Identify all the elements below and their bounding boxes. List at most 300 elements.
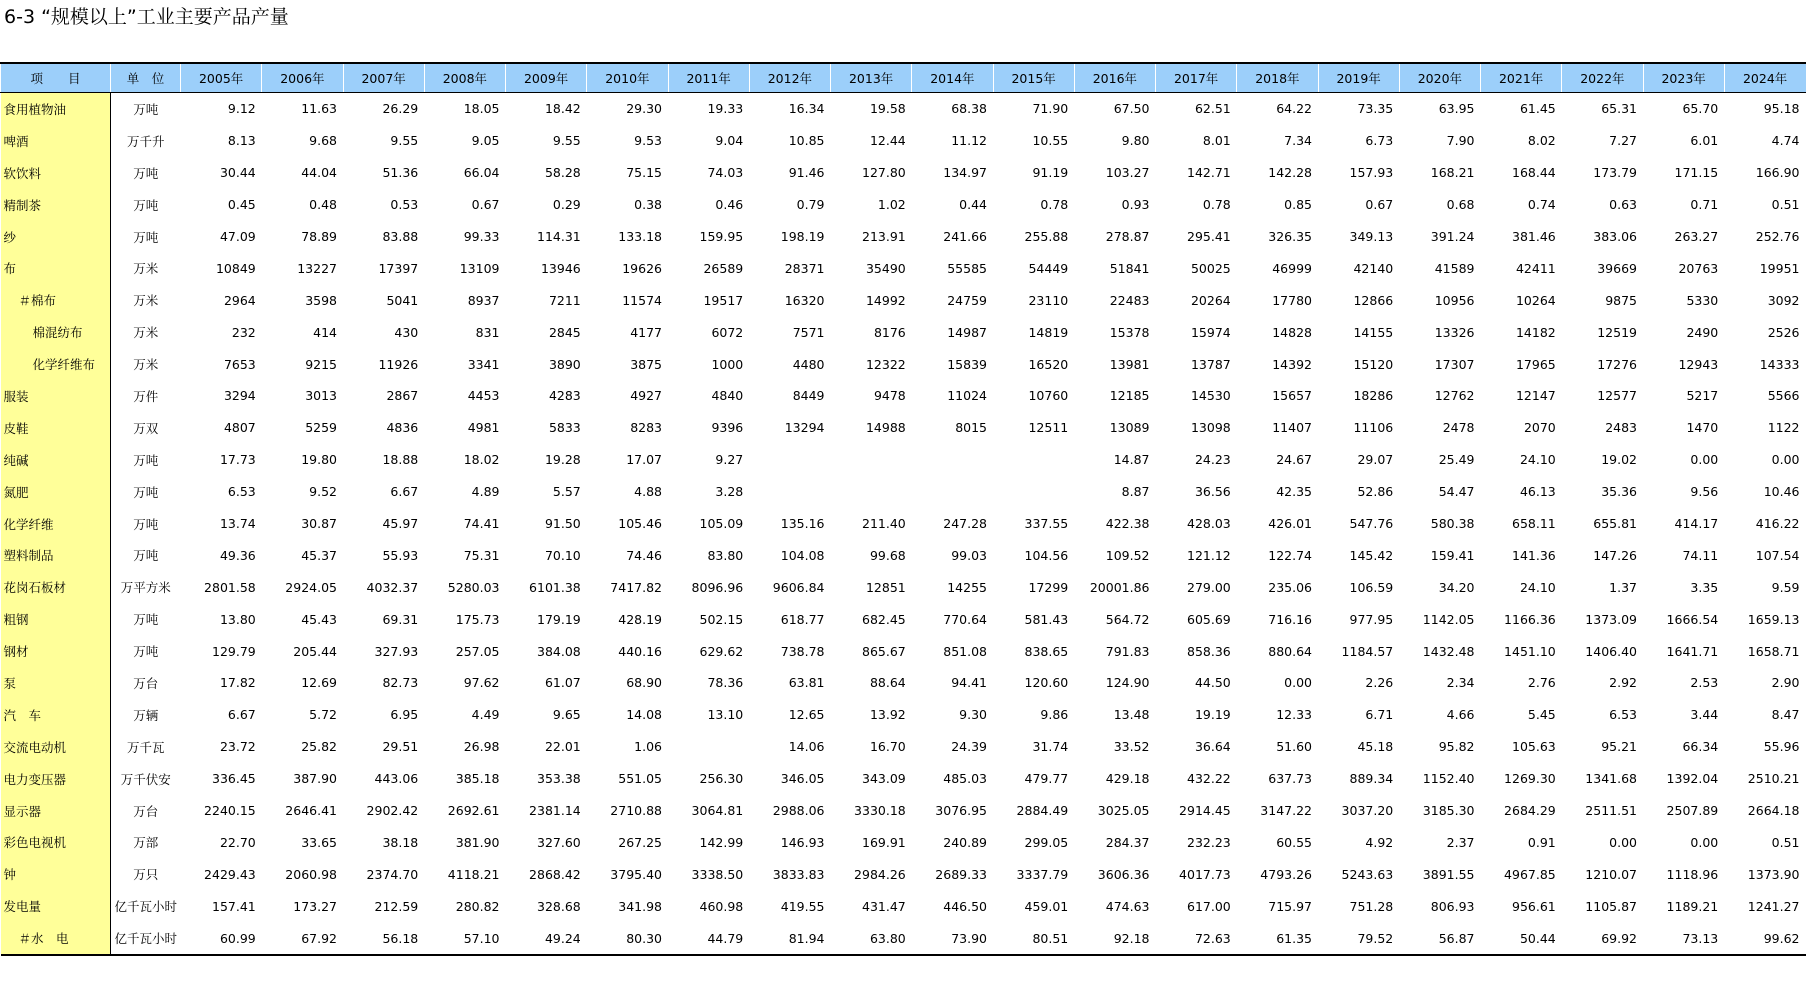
table-cell: 446.50 <box>943 898 987 914</box>
table-cell: 42140 <box>1353 260 1394 276</box>
table-cell: 175.73 <box>455 611 500 627</box>
table-cell: 99.68 <box>869 547 906 563</box>
table-cell: 104.56 <box>1024 547 1069 563</box>
table-cell: 142.71 <box>1187 165 1231 181</box>
table-cell: 4.66 <box>1446 707 1475 723</box>
table-cell: 8283 <box>630 420 662 436</box>
table-cell: 99.33 <box>463 229 500 244</box>
table-cell: 865.67 <box>862 643 906 659</box>
table-cell: 14.06 <box>788 739 825 755</box>
table-cell: 8.13 <box>227 133 256 149</box>
table-cell: 3294 <box>223 388 256 404</box>
table-cell: 68.38 <box>951 101 987 117</box>
table-cell: 346.05 <box>780 771 825 787</box>
table-cell: 133.18 <box>618 229 662 244</box>
table-cell: 0.67 <box>471 197 500 213</box>
table-cell: 14988 <box>865 420 906 436</box>
table-cell: 10849 <box>215 260 256 276</box>
table-cell: 142.28 <box>1268 165 1312 181</box>
table-cell: 977.95 <box>1349 611 1394 627</box>
table-cell: 6.95 <box>390 707 419 723</box>
table-cell: 6.73 <box>1365 133 1394 149</box>
table-cell: 7417.82 <box>610 579 662 595</box>
table-cell: 0.51 <box>1771 197 1800 213</box>
table-cell: 1451.10 <box>1504 643 1556 659</box>
table-cell: 28371 <box>784 260 825 276</box>
table-cell: 3606.36 <box>1097 866 1150 882</box>
row-item-name: 精制茶 <box>1 189 111 221</box>
header-year: 2016年 <box>1074 63 1155 93</box>
table-cell: 8.47 <box>1771 707 1800 723</box>
table-cell: 56.18 <box>343 922 424 955</box>
table-cell: 58.28 <box>544 165 581 181</box>
table-cell: 70.10 <box>544 547 581 563</box>
table-cell: 0.51 <box>1771 834 1800 850</box>
table-cell: 2507.89 <box>1666 803 1719 819</box>
table-cell: 60.55 <box>1276 834 1312 850</box>
row-item-name: 花岗石板材 <box>1 571 111 603</box>
table-cell: 0.00 <box>1690 452 1719 468</box>
header-year: 2019年 <box>1318 63 1399 93</box>
table-cell: 80.51 <box>993 922 1074 955</box>
table-cell: 157.93 <box>1349 165 1394 181</box>
table-cell: 88.64 <box>869 675 906 691</box>
table-cell: 124.90 <box>1105 675 1150 691</box>
row-unit: 亿千瓦小时 <box>111 922 181 955</box>
table-cell: 17.82 <box>219 675 256 691</box>
row-unit: 万吨 <box>133 197 159 213</box>
table-cell: 39669 <box>1597 260 1637 276</box>
table-cell: 9215 <box>305 356 337 372</box>
table-cell: 15839 <box>947 356 987 372</box>
table-cell: 326.35 <box>1268 229 1312 244</box>
table-cell: 15657 <box>1272 388 1312 404</box>
table-cell: 22.01 <box>544 739 581 755</box>
row-unit: 万台 <box>133 803 159 819</box>
table-cell: 54449 <box>1028 260 1069 276</box>
table-cell: 4927 <box>630 388 662 404</box>
table-cell: 232.23 <box>1187 834 1231 850</box>
table-cell: 2689.33 <box>935 866 987 882</box>
table-cell: 580.38 <box>1430 516 1475 532</box>
table-cell: 42.35 <box>1276 484 1312 500</box>
table-row <box>1 380 1806 412</box>
table-cell: 279.00 <box>1187 579 1231 595</box>
table-cell: 36.64 <box>1194 739 1231 755</box>
table-cell: 4807 <box>223 420 256 436</box>
table-cell: 44.50 <box>1194 675 1231 691</box>
table-cell <box>749 444 830 476</box>
table-cell: 474.63 <box>1105 898 1150 914</box>
table-cell: 157.41 <box>212 898 256 914</box>
row-unit: 万只 <box>133 867 159 883</box>
table-cell: 15974 <box>1190 324 1231 340</box>
table-cell: 5243.63 <box>1341 866 1394 882</box>
table-cell: 46999 <box>1272 260 1312 276</box>
header-year: 2014年 <box>912 63 993 93</box>
table-cell: 440.16 <box>618 643 662 659</box>
table-cell: 91.50 <box>544 516 581 532</box>
row-unit: 万米 <box>133 357 159 373</box>
table-cell: 299.05 <box>1024 834 1069 850</box>
table-cell: 336.45 <box>212 771 256 787</box>
table-cell: 69.31 <box>382 611 419 627</box>
table-cell: 1152.40 <box>1422 771 1475 787</box>
table-cell: 10.46 <box>1763 484 1800 500</box>
table-cell: 0.53 <box>390 197 419 213</box>
table-cell: 0.78 <box>1040 197 1069 213</box>
table-cell: 1666.54 <box>1666 611 1719 627</box>
table-cell: 50.44 <box>1481 922 1562 955</box>
table-cell: 3.44 <box>1690 707 1719 723</box>
table-cell: 284.37 <box>1105 834 1150 850</box>
row-unit: 万件 <box>133 388 159 404</box>
table-cell: 19.58 <box>869 101 906 117</box>
table-cell: 3341 <box>467 356 500 372</box>
row-item-name: 钢材 <box>1 635 111 667</box>
table-cell <box>912 444 993 476</box>
table-cell: 5280.03 <box>447 579 500 595</box>
table-header <box>1 63 1806 93</box>
table-cell: 95.21 <box>1601 739 1637 755</box>
table-cell: 19.80 <box>301 452 337 468</box>
table-cell: 858.36 <box>1187 643 1231 659</box>
table-row <box>1 667 1806 699</box>
row-item-name: 软饮料 <box>1 157 111 189</box>
table-cell: 17276 <box>1597 356 1637 372</box>
table-cell: 2.92 <box>1609 675 1637 691</box>
table-cell: 2381.14 <box>529 803 581 819</box>
table-cell: 3598 <box>305 292 337 308</box>
row-unit: 万米 <box>133 325 159 341</box>
table-cell: 74.41 <box>463 516 500 532</box>
row-unit: 万吨 <box>133 516 159 532</box>
table-cell: 4118.21 <box>447 866 500 882</box>
page-title: 6-3 “规模以上”工业主要产品产量 <box>4 6 289 28</box>
table-cell: 880.64 <box>1268 643 1312 659</box>
table-cell: 337.55 <box>1024 516 1069 532</box>
row-item-name: 皮鞋 <box>1 412 111 444</box>
table-cell: 13294 <box>784 420 825 436</box>
table-cell: 2710.88 <box>610 803 662 819</box>
table-cell: 75.15 <box>626 165 662 181</box>
table-cell: 1189.21 <box>1666 898 1719 914</box>
table-cell: 105.09 <box>699 516 744 532</box>
table-cell: 9.04 <box>715 133 744 149</box>
table-cell: 0.38 <box>634 197 662 213</box>
table-cell: 4.89 <box>471 484 500 500</box>
table-cell: 17299 <box>1028 579 1069 595</box>
table-cell: 120.60 <box>1024 675 1069 691</box>
table-cell: 13098 <box>1190 420 1231 436</box>
table-cell: 19951 <box>1759 260 1800 276</box>
table-row <box>1 795 1806 827</box>
table-cell: 99.03 <box>951 547 987 563</box>
table-row <box>1 699 1806 731</box>
table-cell: 14828 <box>1272 324 1312 340</box>
table-cell: 42411 <box>1515 260 1556 276</box>
row-item-name: ＃棉布 <box>1 284 111 316</box>
table-cell: 2478 <box>1442 420 1475 436</box>
table-cell: 169.91 <box>862 834 906 850</box>
table-cell: 7.90 <box>1446 133 1475 149</box>
row-item-name: ＃水 电 <box>1 922 111 955</box>
table-cell: 2526 <box>1767 324 1800 340</box>
table-cell: 485.03 <box>943 771 987 787</box>
table-row <box>1 603 1806 635</box>
table-cell: 9.59 <box>1771 579 1800 595</box>
row-unit: 万平方米 <box>120 580 171 596</box>
table-body <box>1 93 1806 956</box>
table-cell: 103.27 <box>1105 165 1150 181</box>
table-cell: 327.93 <box>374 643 419 659</box>
table-row <box>1 93 1806 125</box>
table-cell: 9.80 <box>1121 133 1150 149</box>
table-cell: 0.67 <box>1365 197 1394 213</box>
table-cell: 327.60 <box>537 834 581 850</box>
table-cell: 14.87 <box>1113 452 1150 468</box>
table-cell <box>831 444 912 476</box>
table-cell: 106.59 <box>1349 579 1394 595</box>
table-cell: 12.33 <box>1276 707 1312 723</box>
table-cell: 60.99 <box>181 922 262 955</box>
row-item-name: 纱 <box>1 221 111 253</box>
table-cell: 13.80 <box>219 611 256 627</box>
header-year: 2020年 <box>1399 63 1480 93</box>
table-cell <box>831 476 912 508</box>
table-cell: 278.87 <box>1105 229 1150 244</box>
row-unit: 万吨 <box>133 484 159 500</box>
row-item-name: 化学纤维 <box>1 508 111 540</box>
table-cell: 105.46 <box>618 516 662 532</box>
table-cell: 92.18 <box>1074 922 1155 955</box>
table-cell: 2914.45 <box>1179 803 1231 819</box>
table-cell: 45.18 <box>1357 739 1394 755</box>
table-cell: 50025 <box>1190 260 1231 276</box>
table-cell: 0.44 <box>959 197 987 213</box>
table-cell: 353.38 <box>537 771 581 787</box>
table-cell: 426.01 <box>1268 516 1312 532</box>
row-unit: 万吨 <box>133 229 159 245</box>
table-cell: 24.39 <box>951 739 987 755</box>
table-cell: 3064.81 <box>691 803 744 819</box>
table-cell: 18286 <box>1353 388 1394 404</box>
table-cell: 387.90 <box>293 771 337 787</box>
table-cell: 430 <box>394 324 419 340</box>
table-cell: 168.21 <box>1430 165 1475 181</box>
table-cell: 64.22 <box>1276 101 1312 117</box>
table-cell: 9.27 <box>715 452 744 468</box>
table-cell: 16.70 <box>869 739 906 755</box>
table-cell: 16.34 <box>788 101 825 117</box>
header-year: 2007年 <box>343 63 424 93</box>
header-year: 2013年 <box>831 63 912 93</box>
table-cell: 502.15 <box>699 611 744 627</box>
table-row <box>1 444 1806 476</box>
table-cell: 14255 <box>947 579 987 595</box>
table-cell: 13227 <box>297 260 337 276</box>
table-cell: 11.12 <box>951 133 987 149</box>
table-cell: 127.80 <box>862 165 906 181</box>
table-cell: 3.28 <box>715 484 744 500</box>
table-cell: 9.68 <box>309 133 337 149</box>
table-cell: 18.42 <box>544 101 581 117</box>
table-cell: 3337.79 <box>1016 866 1069 882</box>
table-cell: 14155 <box>1353 324 1394 340</box>
table-cell: 145.42 <box>1349 547 1394 563</box>
table-cell: 15378 <box>1109 324 1150 340</box>
table-cell: 328.68 <box>537 898 581 914</box>
production-table <box>0 62 1806 956</box>
table-cell: 770.64 <box>943 611 987 627</box>
table-cell: 26.98 <box>463 739 500 755</box>
table-cell: 479.77 <box>1024 771 1069 787</box>
table-cell: 4981 <box>467 420 500 436</box>
table-cell: 73.90 <box>912 922 993 955</box>
table-cell: 0.46 <box>715 197 744 213</box>
table-cell: 91.46 <box>788 165 825 181</box>
table-cell: 18.05 <box>463 101 500 117</box>
table-cell: 11.63 <box>301 101 337 117</box>
table-cell: 1118.96 <box>1666 866 1719 882</box>
table-cell: 44.79 <box>668 922 749 955</box>
table-cell: 428.19 <box>618 611 662 627</box>
table-cell: 23110 <box>1028 292 1069 308</box>
table-cell: 9396 <box>711 420 744 436</box>
table-cell: 61.35 <box>1237 922 1318 955</box>
row-unit: 万千瓦 <box>126 739 165 755</box>
table-cell: 343.09 <box>862 771 906 787</box>
table-cell: 55585 <box>947 260 987 276</box>
table-cell: 25.49 <box>1438 452 1475 468</box>
table-cell: 79.52 <box>1318 922 1399 955</box>
table-cell: 78.36 <box>707 675 744 691</box>
header-unit: 单 位 <box>111 63 181 93</box>
table-cell: 168.44 <box>1512 165 1556 181</box>
table-cell: 12943 <box>1678 356 1719 372</box>
table-cell: 14819 <box>1028 324 1069 340</box>
table-cell: 419.55 <box>780 898 825 914</box>
table-cell: 213.91 <box>862 229 906 244</box>
table-cell: 12.65 <box>788 707 825 723</box>
table-cell: 2924.05 <box>285 579 337 595</box>
table-cell: 57.10 <box>424 922 505 955</box>
table-cell: 83.88 <box>382 229 419 244</box>
table-cell: 95.82 <box>1438 739 1475 755</box>
table-cell: 19626 <box>622 260 662 276</box>
table-cell: 13787 <box>1190 356 1231 372</box>
table-cell: 0.00 <box>1690 834 1719 850</box>
table-row <box>1 284 1806 316</box>
table-cell: 62.51 <box>1194 101 1231 117</box>
table-cell <box>749 476 830 508</box>
row-item-name: 汽 车 <box>1 699 111 731</box>
table-cell: 121.12 <box>1187 547 1231 563</box>
table-cell: 7571 <box>792 324 825 340</box>
table-cell: 173.79 <box>1593 165 1637 181</box>
table-cell: 0.29 <box>552 197 581 213</box>
table-cell: 14392 <box>1272 356 1312 372</box>
table-cell: 54.47 <box>1438 484 1475 500</box>
table-cell: 4480 <box>792 356 825 372</box>
table-cell: 716.16 <box>1268 611 1312 627</box>
table-cell: 146.93 <box>780 834 825 850</box>
table-cell: 2884.49 <box>1016 803 1069 819</box>
table-cell <box>993 476 1074 508</box>
table-cell: 10760 <box>1028 388 1069 404</box>
table-cell: 655.81 <box>1593 516 1637 532</box>
table-cell: 73.13 <box>1643 922 1724 955</box>
table-cell: 255.88 <box>1024 229 1069 244</box>
table-cell: 1.02 <box>877 197 906 213</box>
table-cell: 24.10 <box>1519 452 1556 468</box>
table-cell: 29.07 <box>1357 452 1394 468</box>
table-cell: 629.62 <box>699 643 744 659</box>
table-cell: 171.15 <box>1674 165 1719 181</box>
row-unit: 万吨 <box>133 101 159 117</box>
table-cell: 114.31 <box>537 229 581 244</box>
table-cell: 1.06 <box>634 739 662 755</box>
table-cell: 41589 <box>1434 260 1475 276</box>
table-cell: 240.89 <box>943 834 987 850</box>
row-item-name: 纯碱 <box>1 444 111 476</box>
table-row <box>1 858 1806 890</box>
table-cell: 30.44 <box>219 165 256 181</box>
table-cell: 0.68 <box>1446 197 1475 213</box>
table-cell: 0.00 <box>1609 834 1637 850</box>
table-row <box>1 348 1806 380</box>
table-cell: 13326 <box>1434 324 1475 340</box>
table-cell: 1341.68 <box>1585 771 1637 787</box>
table-cell: 22.70 <box>219 834 256 850</box>
table-cell: 8.87 <box>1121 484 1150 500</box>
table-cell: 159.41 <box>1430 547 1475 563</box>
table-cell: 2801.58 <box>204 579 256 595</box>
table-cell: 19.19 <box>1194 707 1231 723</box>
table-cell: 34.20 <box>1438 579 1475 595</box>
table-cell: 738.78 <box>780 643 825 659</box>
table-cell: 109.52 <box>1105 547 1150 563</box>
table-cell: 33.65 <box>301 834 337 850</box>
table-cell: 20264 <box>1190 292 1231 308</box>
row-unit: 亿千瓦小时 <box>114 899 177 915</box>
table-cell: 3147.22 <box>1260 803 1312 819</box>
table-cell: 428.03 <box>1187 516 1231 532</box>
table-cell: 551.05 <box>618 771 662 787</box>
table-cell: 8015 <box>955 420 987 436</box>
table-cell: 682.45 <box>862 611 906 627</box>
table-cell: 205.44 <box>293 643 337 659</box>
table-row <box>1 125 1806 157</box>
table-cell: 211.40 <box>862 516 906 532</box>
table-cell: 24.23 <box>1194 452 1231 468</box>
table-cell: 198.19 <box>780 229 825 244</box>
row-item-name: 棉混纺布 <box>1 316 111 348</box>
table-cell: 5.72 <box>309 707 337 723</box>
table-cell: 56.87 <box>1399 922 1480 955</box>
header-year: 2008年 <box>424 63 505 93</box>
table-cell: 52.86 <box>1357 484 1394 500</box>
table-cell: 7653 <box>223 356 256 372</box>
table-cell: 1658.71 <box>1747 643 1800 659</box>
table-row <box>1 890 1806 922</box>
table-cell: 15120 <box>1353 356 1394 372</box>
table-cell <box>668 731 749 763</box>
table-cell: 14.08 <box>626 707 662 723</box>
table-cell: 17397 <box>378 260 419 276</box>
table-cell: 2490 <box>1686 324 1719 340</box>
table-cell: 107.54 <box>1755 547 1800 563</box>
